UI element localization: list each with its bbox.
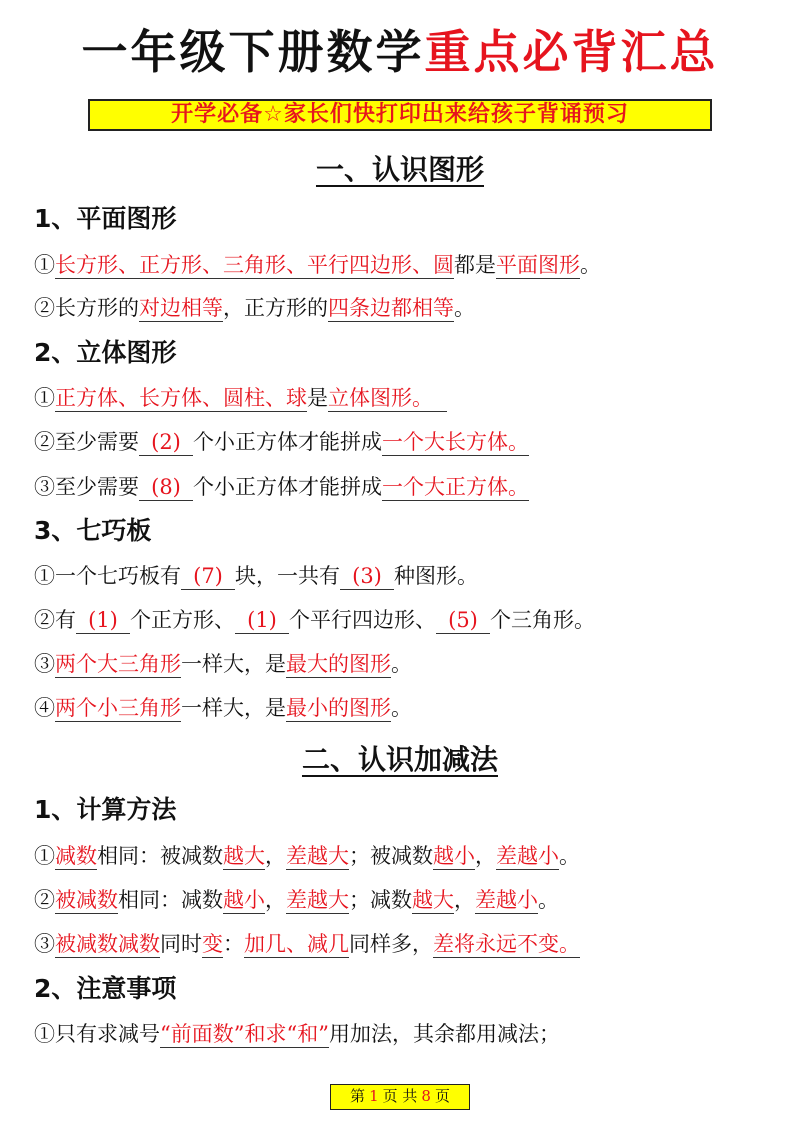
answer-blank: (5) [436,607,490,634]
title-red: 重点必背汇总 [424,25,719,79]
answer-blank: (2) [139,429,193,456]
page-title [0,22,800,82]
line-4: ②至少需要 (2) 个小正方体才能拼成一个大长方体。 [34,430,529,454]
line-2: ②长方形的对边相等，正方形的四条边都相等。 [34,296,475,320]
line-13: ①只有求减号“前面数”和求“和”用加法，其余都用减法； [34,1022,560,1046]
line-1: ①长方形、正方形、三角形、平行四边形、圆都是平面图形。 [34,253,601,277]
subheading-notes: 2、注意事项 [34,974,177,1003]
subheading-solid-shapes: 2、立体图形 [34,338,177,367]
section-heading-shapes: 一、认识图形 [315,153,484,186]
answer-blank: (3) [340,563,394,590]
line-12: ③被减数减数同时变：加几、减几同样多，差将永远不变。 [34,932,580,956]
answer-blank: (7) [181,563,235,590]
title-black: 一年级下册数学 [81,25,425,79]
answer-blank: (1) [76,607,130,634]
line-8: ③两个大三角形一样大，是最大的图形。 [34,652,412,676]
section-heading-add-subtract: 二、认识加减法 [301,743,498,776]
subheading-tangram: 3、七巧板 [34,516,152,545]
answer-blank: (8) [139,474,193,501]
line-10: ①减数相同：被减数越大，差越大；被减数越小，差越小。 [34,844,580,868]
line-7: ②有 (1) 个正方形、 (1) 个平行四边形、 (5) 个三角形。 [34,608,595,632]
line-6: ①一个七巧板有 (7) 块，一共有 (3) 种图形。 [34,564,478,588]
page-number: 第 1 页 共 8 页 [330,1084,470,1110]
answer-blank: (1) [235,607,289,634]
subheading-methods: 1、计算方法 [34,795,177,824]
banner: 开学必备☆家长们快打印出来给孩子背诵预习 [88,99,712,131]
line-5: ③至少需要 (8) 个小正方体才能拼成一个大正方体。 [34,475,529,499]
line-3: ①正方体、长方体、圆柱、球是立体图形。 [34,383,447,413]
subheading-plane-shapes: 1、平面图形 [34,204,177,233]
line-9: ④两个小三角形一样大，是最小的图形。 [34,696,412,720]
line-11: ②被减数相同：减数越小，差越大；减数越大，差越小。 [34,888,559,912]
